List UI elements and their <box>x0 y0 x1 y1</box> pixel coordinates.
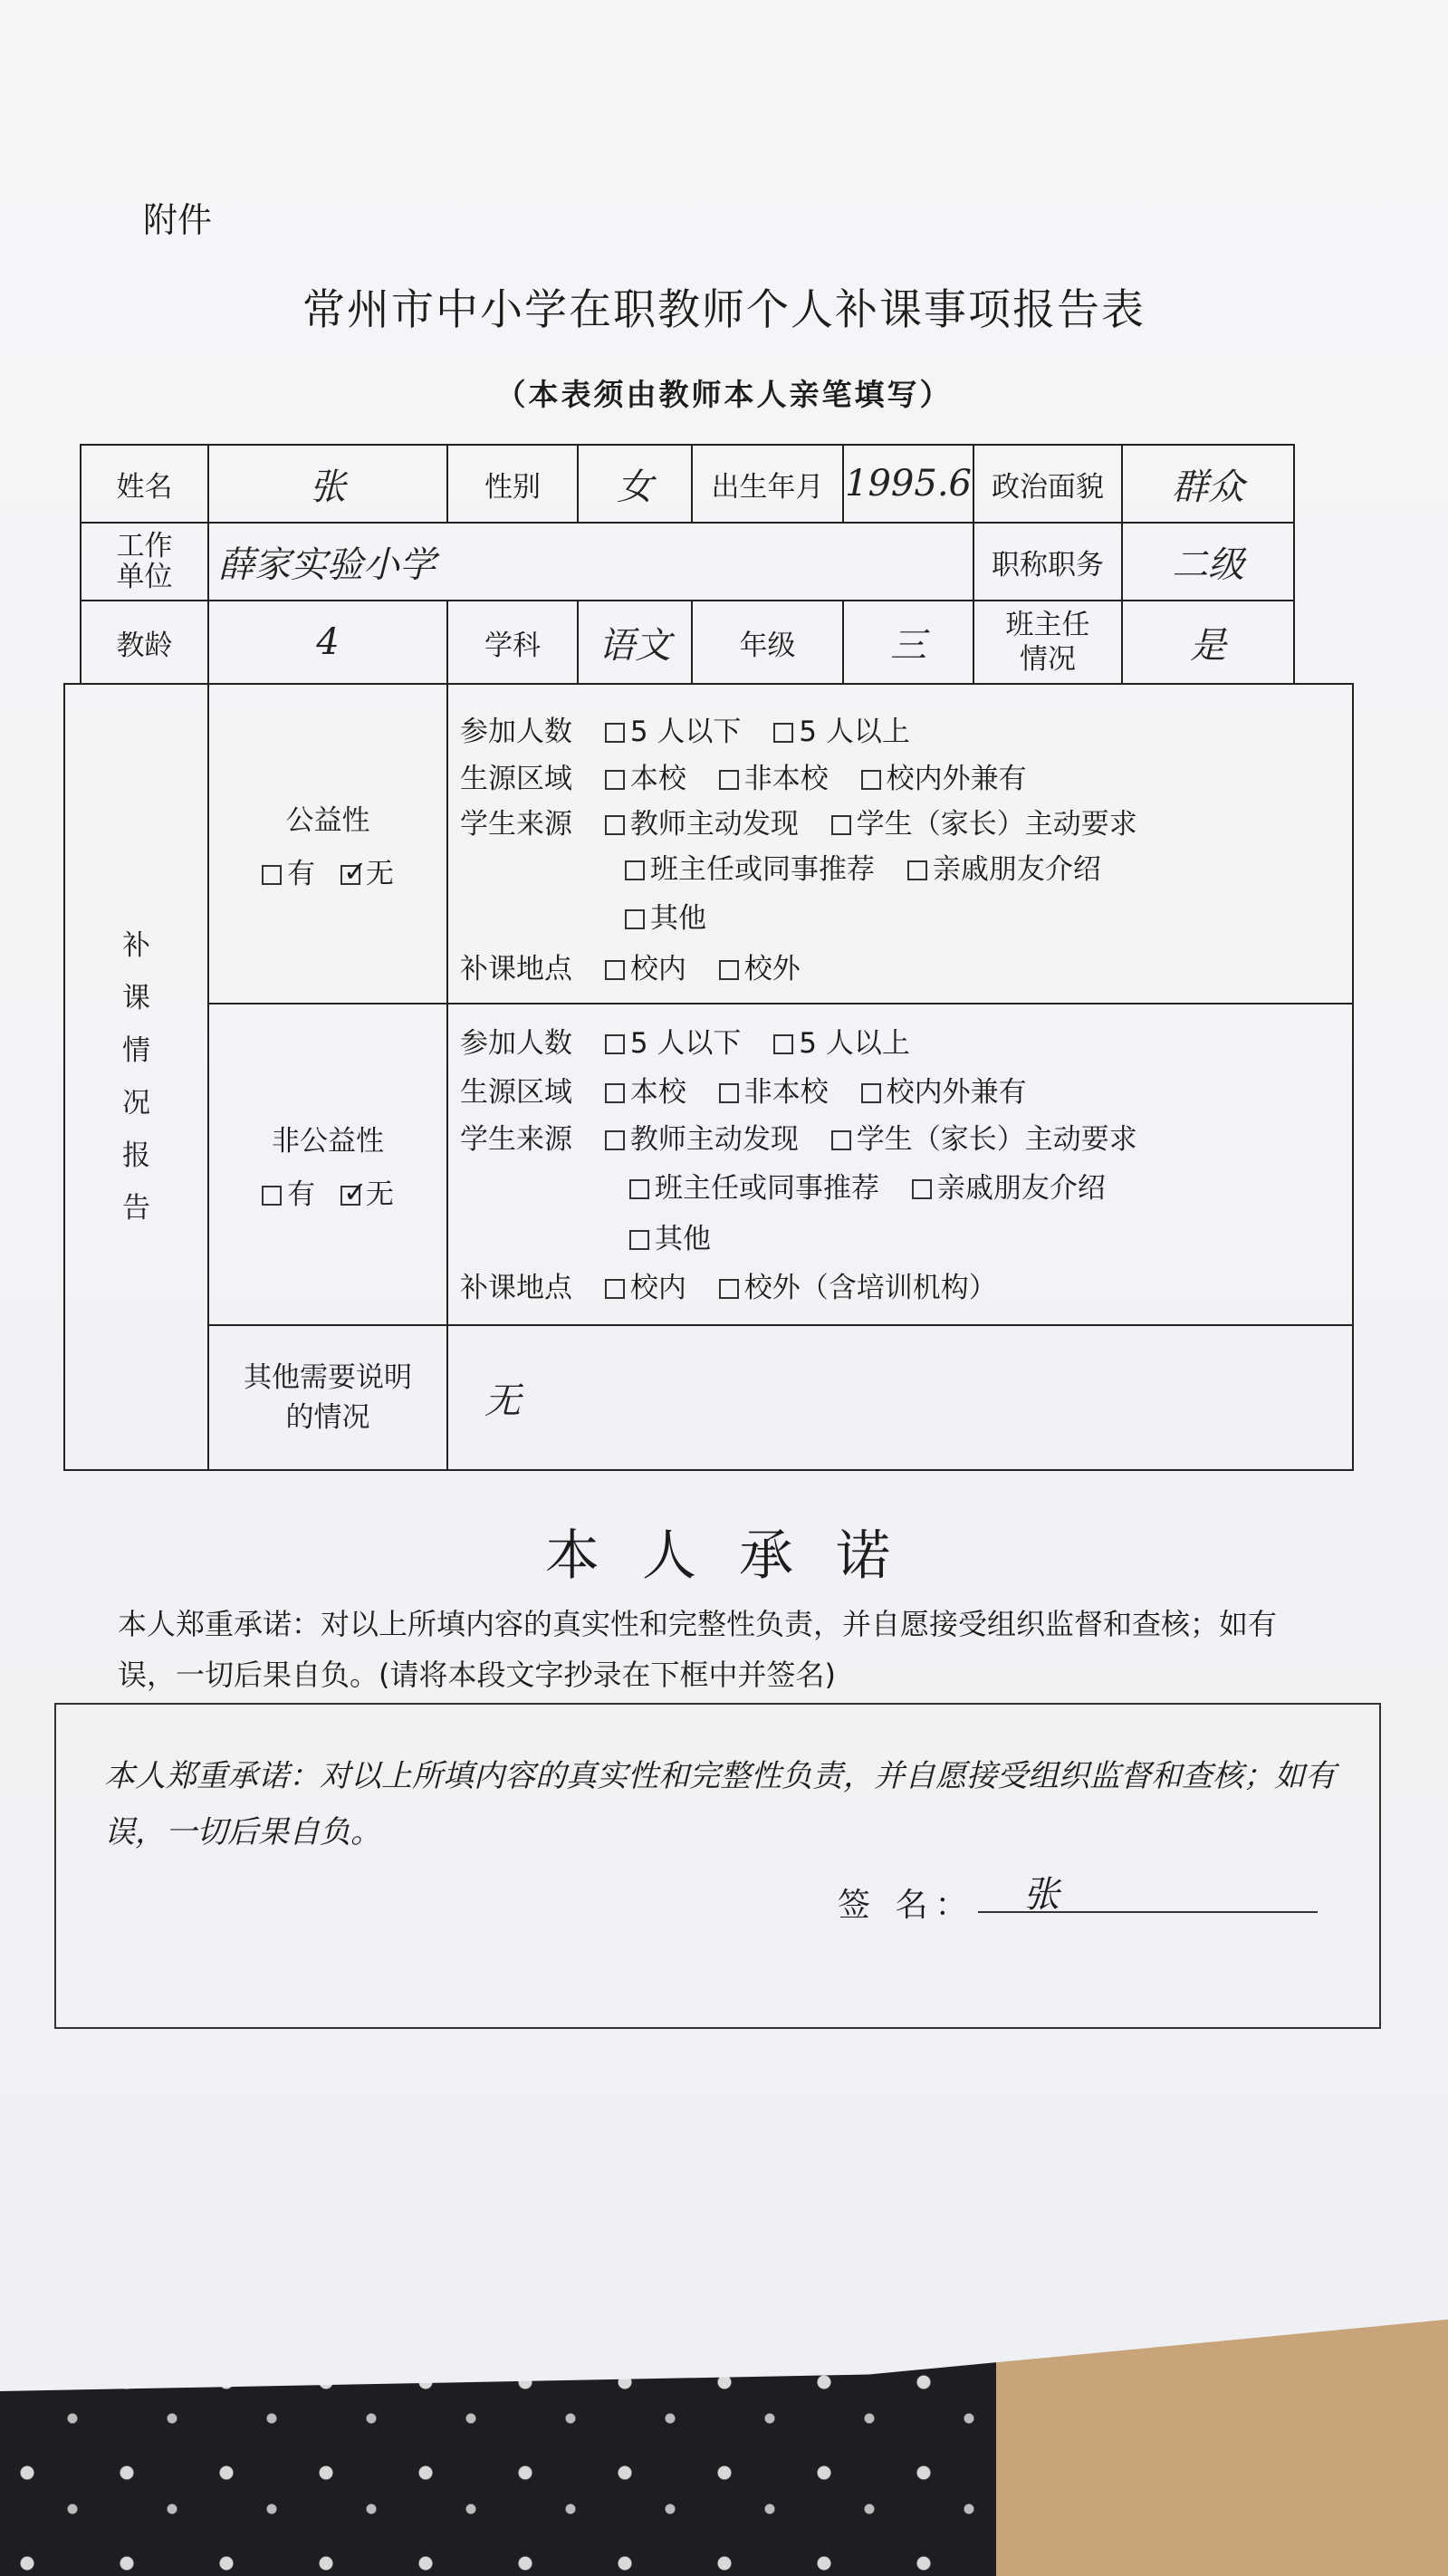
public-label-cell: 公益性 有 ✓ 无 <box>207 683 448 1004</box>
birth-value[interactable]: 1995.6 <box>842 444 974 524</box>
nonpublic-place-row: 补课地点 校内 校外（含培训机构） <box>460 1272 997 1304</box>
other-value[interactable]: 无 <box>446 1324 1354 1471</box>
work-unit-label <box>80 522 209 601</box>
public-source-row: 学生来源 教师主动发现 学生（家长）主动要求 <box>460 808 1137 841</box>
public-source-row-2: 班主任或同事推荐 亲戚朋友介绍 <box>625 846 1125 887</box>
nonpublic-label-cell: 非公益性 有 ✓ 无 <box>207 1003 448 1326</box>
nonpublic-participants-row: 参加人数 5 人以下 5 人以上 <box>460 1027 910 1060</box>
promise-handwritten: 本人郑重承诺：对以上所填内容的真实性和完整性负责，并自愿接受组织监督和查核；如有误，一切后果自负。 <box>104 1758 1336 1850</box>
head-teacher-label <box>973 600 1123 685</box>
gender-value[interactable]: 女 <box>577 444 693 524</box>
other-label-line2: 的情况 <box>285 1401 370 1434</box>
promise-text: 本人郑重承诺：对以上所填内容的真实性和完整性负责，并自愿接受组织监督和查核；如有误，一切后果自负。(请将本段文字抄录在下框中并签名) <box>118 1607 1278 1692</box>
head-teacher-value[interactable]: 是 <box>1121 600 1295 685</box>
nonpublic-region-row: 生源区域 本校 非本校 校内外兼有 <box>460 1076 1027 1109</box>
other-label-cell <box>207 1324 448 1471</box>
title-label: 职称职务 <box>973 522 1123 601</box>
signature: 张 <box>1023 1874 1060 1916</box>
public-place-row: 补课地点 校内 校外 <box>460 953 801 985</box>
nonpublic-source-row-3: 其他 <box>629 1216 734 1256</box>
nonpublic-no-checkbox[interactable] <box>340 1186 360 1206</box>
political-value[interactable]: 群众 <box>1121 444 1295 524</box>
public-no-checkbox[interactable] <box>340 865 360 885</box>
public-region-row: 生源区域 本校 非本校 校内外兼有 <box>460 763 1027 795</box>
work-label-line2: 单位 <box>116 561 173 593</box>
nonpublic-label: 非公益性 <box>272 1124 384 1158</box>
grade-label: 年级 <box>691 600 844 685</box>
gender-label: 性别 <box>446 444 579 524</box>
nonpublic-source-row-2: 班主任或同事推荐 亲戚朋友介绍 <box>629 1165 1129 1206</box>
form-title: 常州市中小学在职教师个人补课事项报告表 <box>302 285 1146 335</box>
public-participants-row: 参加人数 5 人以下 5 人以上 <box>460 716 910 748</box>
public-source-row-3: 其他 <box>625 895 730 936</box>
subject-value[interactable]: 语文 <box>577 600 693 685</box>
public-label: 公益性 <box>285 803 370 837</box>
title-value[interactable]: 二级 <box>1121 522 1295 601</box>
work-unit-value[interactable]: 薛家实验小学 <box>207 522 974 601</box>
grade-value[interactable]: 三 <box>842 600 974 685</box>
public-yes-checkbox[interactable] <box>262 865 282 885</box>
other-label-line1: 其他需要说明 <box>244 1361 412 1394</box>
teach-age-value[interactable]: 4 <box>207 600 448 685</box>
report-side-label: 补 课 情 况 报 告 <box>63 683 209 1471</box>
teach-age-label: 教龄 <box>80 600 209 685</box>
head-teacher-line1: 班主任 <box>1005 609 1090 641</box>
promise-title: 本 人 承 诺 <box>544 1524 904 1588</box>
political-label: 政治面貌 <box>973 444 1123 524</box>
attachment-label: 附件 <box>143 200 213 240</box>
nonpublic-source-row: 学生来源 教师主动发现 学生（家长）主动要求 <box>460 1123 1137 1156</box>
name-label: 姓名 <box>80 444 209 524</box>
work-label-line1: 工作 <box>116 530 173 562</box>
form-subtitle: （本表须由教师本人亲笔填写） <box>495 377 953 412</box>
head-teacher-line2: 情况 <box>1020 643 1076 676</box>
birth-label: 出生年月 <box>691 444 844 524</box>
subject-label: 学科 <box>446 600 579 685</box>
name-value[interactable]: 张 <box>207 444 448 524</box>
sign-label: 签 名： <box>838 1887 975 1924</box>
nonpublic-yes-checkbox[interactable] <box>262 1186 282 1206</box>
